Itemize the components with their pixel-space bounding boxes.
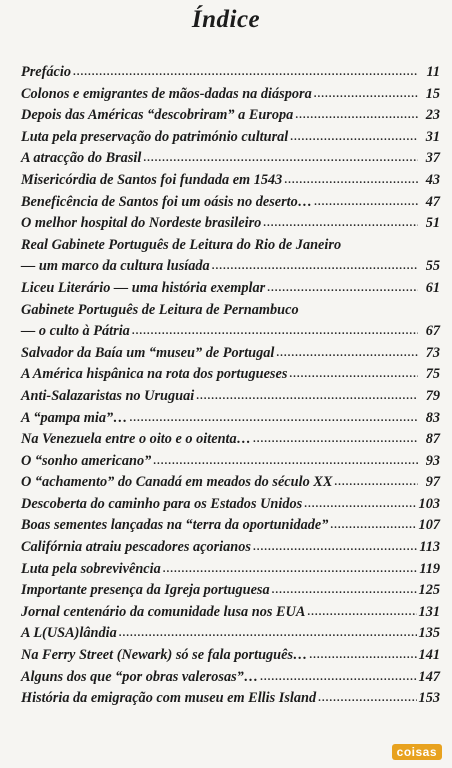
toc-entry (21, 496, 440, 518)
dot-leader (284, 174, 418, 186)
dot-leader (263, 217, 418, 229)
toc-entry (21, 86, 440, 108)
toc-entry (21, 561, 440, 583)
dot-leader (163, 563, 418, 575)
toc-entry (21, 258, 440, 280)
toc-entry-title: A América hispânica na rota dos portugueses (21, 366, 288, 383)
toc-entry (21, 517, 440, 539)
toc-entry (21, 194, 440, 216)
dot-leader (290, 131, 418, 143)
toc-entry (21, 345, 440, 367)
dot-leader (289, 368, 418, 380)
toc-entry-title: Luta pela preservação do património cultural (21, 128, 289, 145)
toc-entry-title: Real Gabinete Português de Leitura do Rio de Janeiro (21, 236, 342, 253)
dot-leader (307, 606, 416, 618)
toc-entry (21, 388, 440, 410)
dot-leader (276, 347, 418, 359)
toc-entry-page: 67 (425, 323, 440, 340)
dot-leader (318, 692, 416, 704)
toc-entry (21, 64, 440, 86)
toc-entry (21, 539, 440, 561)
dot-leader (267, 282, 418, 294)
toc-entry-title: Luta pela sobrevivência (21, 560, 161, 577)
toc-entry-page: 93 (425, 452, 440, 469)
toc-entry (21, 129, 440, 151)
toc-entry-page: 73 (425, 344, 440, 361)
toc-entry-title: A “pampa mia”… (21, 409, 128, 426)
toc-entry-page: 119 (419, 560, 440, 577)
toc-entry-page: 55 (425, 258, 440, 275)
toc-entry (21, 172, 440, 194)
toc-entry-page: 141 (418, 647, 440, 664)
toc-entry (21, 625, 440, 647)
toc-entry (21, 237, 440, 259)
dot-leader (330, 519, 416, 531)
dot-leader (260, 671, 416, 683)
toc-entry-page: 153 (418, 690, 440, 707)
dot-leader (253, 433, 418, 445)
toc-entry-title: O “achamento” do Canadá em meados do século XX (21, 474, 333, 491)
dot-leader (272, 584, 417, 596)
table-of-contents (21, 64, 440, 712)
toc-entry-page: 51 (425, 215, 440, 232)
toc-entry-title: Alguns dos que “por obras valerosas”… (21, 668, 259, 685)
toc-entry-page: 107 (418, 517, 440, 534)
toc-entry (21, 669, 440, 691)
toc-entry-page: 97 (425, 474, 440, 491)
dot-leader (334, 476, 418, 488)
toc-entry-title: Jornal centenário da comunidade lusa nos EUA (21, 603, 306, 620)
dot-leader (253, 541, 417, 553)
dot-leader (119, 627, 417, 639)
toc-entry-title: Descoberta do caminho para os Estados Unidos (21, 495, 303, 512)
watermark-badge: coisas (392, 744, 442, 760)
toc-entry-title: Liceu Literário — uma história exemplar (21, 279, 266, 296)
toc-entry-title: Boas sementes lançadas na “terra da oportunidade” (21, 517, 329, 534)
dot-leader (314, 88, 418, 100)
toc-entry-page: 103 (418, 495, 440, 512)
toc-entry-title: Anti-Salazaristas no Uruguai (21, 387, 195, 404)
toc-entry-title: O “sonho americano” (21, 452, 152, 469)
toc-entry-page: 37 (425, 150, 440, 167)
dot-leader (309, 649, 416, 661)
toc-entry-title: Misericórdia de Santos foi fundada em 1543 (21, 171, 283, 188)
dot-leader (153, 455, 418, 467)
toc-entry-page: 11 (426, 64, 440, 80)
toc-entry-title: A atracção do Brasil (21, 150, 142, 167)
toc-entry-page: 83 (425, 409, 440, 426)
toc-entry-page: 113 (419, 539, 440, 556)
toc-entry (21, 431, 440, 453)
toc-entry-page: 61 (425, 279, 440, 296)
toc-entry-page: 131 (418, 603, 440, 620)
toc-entry (21, 410, 440, 432)
toc-entry (21, 453, 440, 475)
dot-leader (132, 325, 418, 337)
toc-entry (21, 690, 440, 712)
toc-entry (21, 323, 440, 345)
toc-entry (21, 215, 440, 237)
toc-entry-title: A L(USA)lândia (21, 625, 117, 642)
toc-entry-title: Na Ferry Street (Newark) só se fala português… (21, 647, 308, 664)
toc-entry-page: 79 (425, 387, 440, 404)
toc-entry-page: 125 (418, 582, 440, 599)
toc-entry (21, 474, 440, 496)
toc-entry (21, 107, 440, 129)
toc-entry-title: Gabinete Português de Leitura de Pernambuco (21, 301, 299, 318)
toc-entry-title: Califórnia atraiu pescadores açorianos (21, 539, 251, 556)
toc-entry (21, 280, 440, 302)
toc-entry-title: — o culto à Pátria (21, 323, 130, 340)
toc-entry (21, 604, 440, 626)
toc-entry-title: Prefácio (21, 64, 72, 80)
toc-entry-title: História da emigração com museu em Ellis Island (21, 690, 317, 707)
dot-leader (212, 260, 418, 272)
toc-entry-title: Na Venezuela entre o oito e o oitenta… (21, 431, 251, 448)
toc-entry-page: 43 (425, 171, 440, 188)
toc-entry-page: 47 (425, 193, 440, 210)
toc-entry-page: 135 (418, 625, 440, 642)
toc-entry-page: 23 (425, 107, 440, 124)
dot-leader (196, 390, 418, 402)
dot-leader (129, 412, 418, 424)
toc-entry-title: Importante presença da Igreja portuguesa (21, 582, 270, 599)
toc-entry-title: — um marco da cultura lusíada (21, 258, 210, 275)
toc-entry-title: O melhor hospital do Nordeste brasileiro (21, 215, 262, 232)
dot-leader (295, 109, 418, 121)
toc-entry (21, 366, 440, 388)
dot-leader (73, 66, 418, 78)
toc-entry (21, 302, 440, 324)
toc-entry-title: Colonos e emigrantes de mãos-dadas na diáspora (21, 85, 312, 102)
toc-entry (21, 647, 440, 669)
dot-leader (143, 152, 418, 164)
dot-leader (304, 498, 416, 510)
toc-entry-page: 87 (425, 431, 440, 448)
toc-entry-page: 75 (425, 366, 440, 383)
toc-entry-title: Depois das Américas “descobriram” a Europa (21, 107, 294, 124)
toc-entry (21, 150, 440, 172)
toc-entry-title: Beneficência de Santos foi um oásis no deserto… (21, 193, 313, 210)
toc-entry (21, 582, 440, 604)
toc-entry-page: 31 (425, 128, 440, 145)
toc-entry-page: 147 (418, 668, 440, 685)
toc-entry-page: 15 (425, 85, 440, 102)
dot-leader (314, 196, 418, 208)
toc-entry-title: Salvador da Baía um “museu” de Portugal (21, 344, 275, 361)
page-title: Índice (191, 6, 261, 33)
